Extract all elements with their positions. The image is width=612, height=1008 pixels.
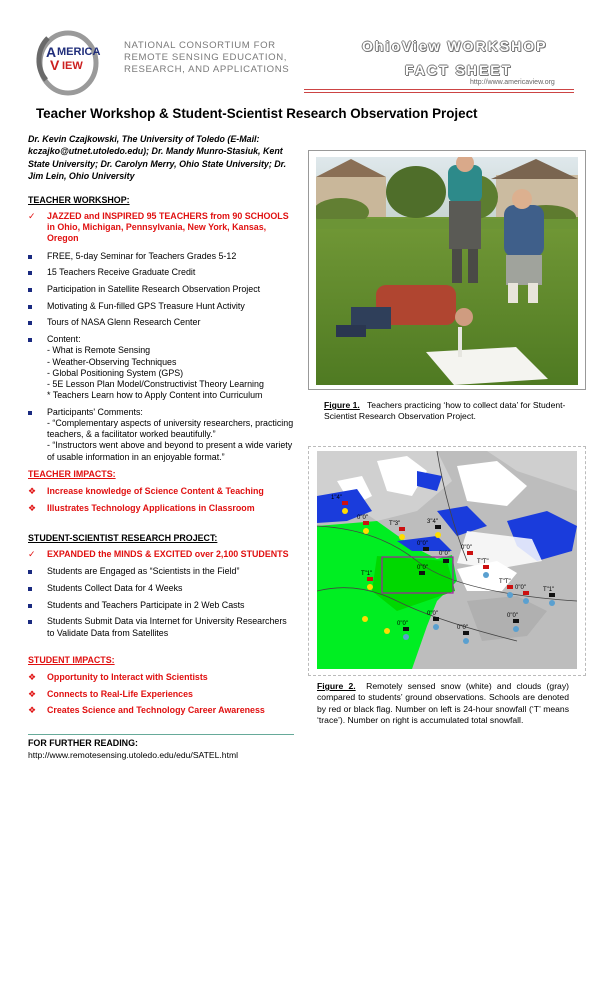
svg-text:IEW: IEW <box>62 60 83 72</box>
student-project-heading: STUDENT-SCIENTIST RESEARCH PROJECT: <box>28 533 218 543</box>
checkmark-icon: ✓ <box>28 211 36 221</box>
svg-text:1"4": 1"4" <box>331 495 342 501</box>
header-rule <box>304 92 574 93</box>
teacher-impacts-heading: TEACHER IMPACTS: <box>28 469 116 479</box>
list-item: Motivating & Fun-filled GPS Treasure Hunt Activity <box>28 301 296 312</box>
square-bullet-icon <box>28 317 42 328</box>
square-bullet-icon <box>28 334 42 345</box>
svg-text:0"0": 0"0" <box>439 551 450 557</box>
square-bullet-icon <box>28 301 42 312</box>
svg-text:0"0": 0"0" <box>427 611 438 617</box>
list-item: ❖ Illustrates Technology Applications in Classroom <box>28 502 255 513</box>
svg-text:T"1": T"1" <box>543 587 555 593</box>
list-item: ❖ Opportunity to Interact with Scientists <box>28 672 208 682</box>
square-bullet-icon <box>28 407 42 418</box>
teacher-workshop-list <box>28 211 296 463</box>
authors: Dr. Kevin Czajkowski, The University of Toledo (E-Mail: kczajko@utnet.utoledo.edu); Dr. Mandy Munro-Stasiuk, Kent State University; Dr. Carolyn Merry, Ohio State University; Dr. Jim Lein, Ohio University <box>28 134 287 182</box>
further-reading-link[interactable]: http://www.remotesensing.utoledo.edu/edu/SATEL.html <box>28 750 239 760</box>
figure2-caption: Figure 2. Remotely sensed snow (white) and clouds (gray) compared to students’ ground observations. Schools are denoted by red or black flag. Number on left is 24-hour snowfall (‘T’ means ‘trace’). Number on right is accumulated total snowfall. <box>317 681 569 725</box>
svg-text:0"0": 0"0" <box>397 621 408 627</box>
figure1-caption: Figure 1. Teachers practicing ‘how to collect data’ for Student-Scientist Research Observation Project. <box>324 400 566 421</box>
checkmark-icon: ✓ <box>28 549 36 559</box>
list-item: Participation in Satellite Research Observation Project <box>28 284 296 295</box>
square-bullet-icon <box>28 583 42 594</box>
diamond-bullet-icon: ❖ <box>28 688 37 699</box>
square-bullet-icon <box>28 566 42 577</box>
teacher-impacts-list <box>28 486 296 514</box>
list-item: ✓ EXPANDED the MINDS & EXCITED over 2,100 STUDENTS <box>28 549 289 559</box>
list-item: 15 Teachers Receive Graduate Credit <box>28 267 296 278</box>
svg-text:0"0": 0"0" <box>507 613 518 619</box>
list-item: ❖ Connects to Real-Life Experiences <box>28 688 193 699</box>
list-item: ❖ Increase knowledge of Science Content & Teaching <box>28 486 264 496</box>
list-item: Students Submit Data via Internet for University Researchers to Validate Data from Satellites <box>28 616 296 638</box>
diamond-bullet-icon: ❖ <box>28 486 37 496</box>
teacher-workshop-heading: TEACHER WORKSHOP: <box>28 195 130 205</box>
square-bullet-icon <box>28 267 42 278</box>
svg-text:V: V <box>50 57 60 73</box>
list-item: Students and Teachers Participate in 2 Web Casts <box>28 600 296 611</box>
diamond-bullet-icon: ❖ <box>28 705 37 716</box>
square-bullet-icon <box>28 600 42 611</box>
square-bullet-icon <box>28 284 42 295</box>
diamond-bullet-icon: ❖ <box>28 672 37 682</box>
svg-text:T"T": T"T" <box>499 579 511 585</box>
svg-text:0"0": 0"0" <box>417 541 428 547</box>
square-bullet-icon <box>28 616 42 627</box>
svg-text:0"0": 0"0" <box>417 565 428 571</box>
student-project-list <box>28 549 296 639</box>
svg-text:3"4": 3"4" <box>427 519 438 525</box>
header-url[interactable]: http://www.americaview.org <box>470 79 555 86</box>
svg-text:A: A <box>46 44 57 60</box>
svg-text:T"T": T"T" <box>477 559 489 565</box>
consortium-name: NATIONAL CONSORTIUM FOR REMOTE SENSING EDUCATION, RESEARCH, AND APPLICATIONS <box>124 40 290 75</box>
list-item: Content: - What is Remote Sensing - Weather-Observing Techniques - Global Positioning System (GPS) - 5E Lesson Plan Model/Constructivist Theory Learning * Teachers Learn how to Apply Content into Curriculum <box>28 334 296 401</box>
figure1-photo <box>316 157 578 385</box>
figure2-snow-map <box>317 451 577 669</box>
americaview-logo <box>34 28 124 98</box>
further-reading-heading: FOR FURTHER READING: <box>28 738 138 748</box>
section-divider <box>28 734 294 735</box>
page-title: Teacher Workshop & Student-Scientist Research Observation Project <box>36 106 478 121</box>
svg-text:0"0": 0"0" <box>515 585 526 591</box>
list-item: ❖ Creates Science and Technology Career Awareness <box>28 705 265 716</box>
svg-text:MERICA: MERICA <box>57 46 101 58</box>
square-bullet-icon <box>28 251 42 262</box>
list-item: ✓ JAZZED and INSPIRED 95 TEACHERS from 90 SCHOOLS in Ohio, Michigan, Pennsylvania, New York, Kansas, Oregon <box>28 211 289 244</box>
header-rule <box>304 89 574 90</box>
list-item: FREE, 5-day Seminar for Teachers Grades 5-12 <box>28 251 296 262</box>
list-item: Participants' Comments: - “Complementary aspects of university researchers, practicing teachers, & a facilitator worked beautifully.” - “Instructors went above and beyond to present a wide variety of usable information in an enjoyable format.” <box>28 407 296 463</box>
workshop-title: OhioView WORKSHOP <box>362 38 548 54</box>
list-item: Students Collect Data for 4 Weeks <box>28 583 296 594</box>
svg-text:0"0": 0"0" <box>357 515 368 521</box>
svg-text:T"3": T"3" <box>389 521 401 527</box>
fact-sheet-title: FACT SHEET <box>405 62 513 78</box>
list-item: Tours of NASA Glenn Research Center <box>28 317 296 328</box>
svg-text:0"0": 0"0" <box>457 625 468 631</box>
diamond-bullet-icon: ❖ <box>28 502 37 513</box>
list-item: Students are Engaged as “Scientists in the Field” <box>28 566 296 577</box>
student-impacts-heading: STUDENT IMPACTS: <box>28 655 115 665</box>
student-impacts-list <box>28 672 296 717</box>
svg-text:T"1": T"1" <box>361 571 373 577</box>
svg-text:0"0": 0"0" <box>461 545 472 551</box>
